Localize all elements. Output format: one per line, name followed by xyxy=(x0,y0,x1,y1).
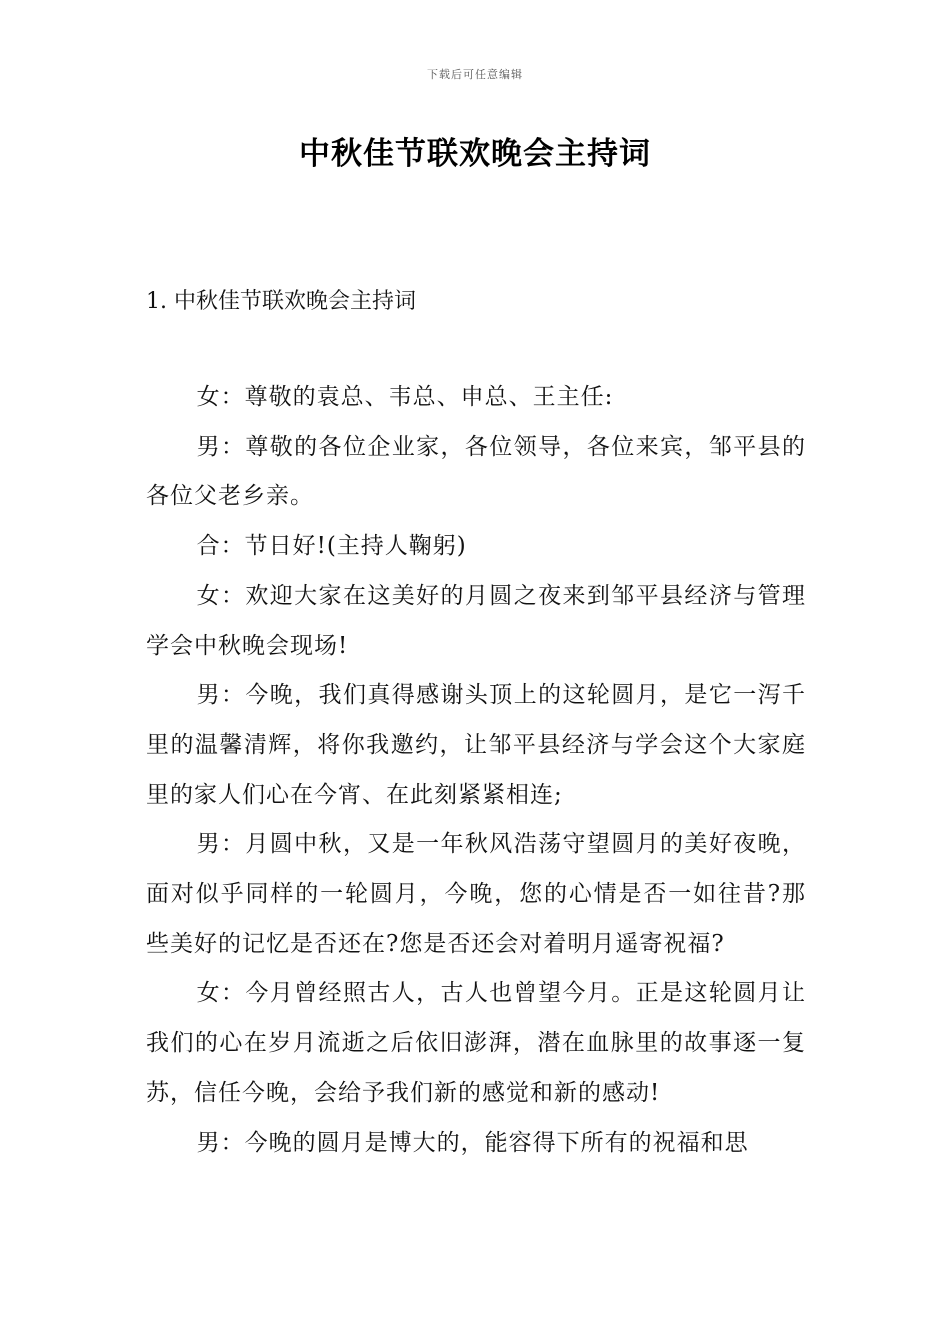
paragraph: 合：节日好!(主持人鞠躬) xyxy=(196,533,467,560)
paragraph: 女：尊敬的袁总、韦总、申总、王主任: xyxy=(196,384,614,410)
paragraph: 男：尊敬的各位企业家，各位领导，各位来宾，邹平县的各位父老乡亲。 xyxy=(146,433,806,510)
body-text xyxy=(146,373,806,1168)
header-note: 下载后可任意编辑 xyxy=(427,68,523,81)
paragraph: 男：月圆中秋，又是一年秋风浩荡守望圆月的美好夜晚，面对似乎同样的一轮圆月，今晚，您的心情是否一如往昔?那些美好的记忆是否还在?您是否还会对着明月遥寄祝福? xyxy=(146,831,806,957)
paragraph: 男：今晚，我们真得感谢头顶上的这轮圆月，是它一泻千里的温馨清辉，将你我邀约，让邹平县经济与学会这个大家庭里的家人们心在今宵、在此刻紧紧相连; xyxy=(146,682,806,808)
section-heading: 1. 中秋佳节联欢晚会主持词 xyxy=(146,289,416,314)
paragraph: 男：今晚的圆月是博大的，能容得下所有的祝福和思 xyxy=(196,1129,749,1156)
paragraph: 女：欢迎大家在这美好的月圆之夜来到邹平县经济与管理学会中秋晚会现场! xyxy=(146,582,806,659)
document-title: 中秋佳节联欢晚会主持词 xyxy=(299,136,651,172)
paragraph: 女：今月曾经照古人，古人也曾望今月。正是这轮圆月让我们的心在岁月流逝之后依旧澎湃，潜在血脉里的故事逐一复苏，信任今晚，会给予我们新的感觉和新的感动! xyxy=(146,980,806,1106)
